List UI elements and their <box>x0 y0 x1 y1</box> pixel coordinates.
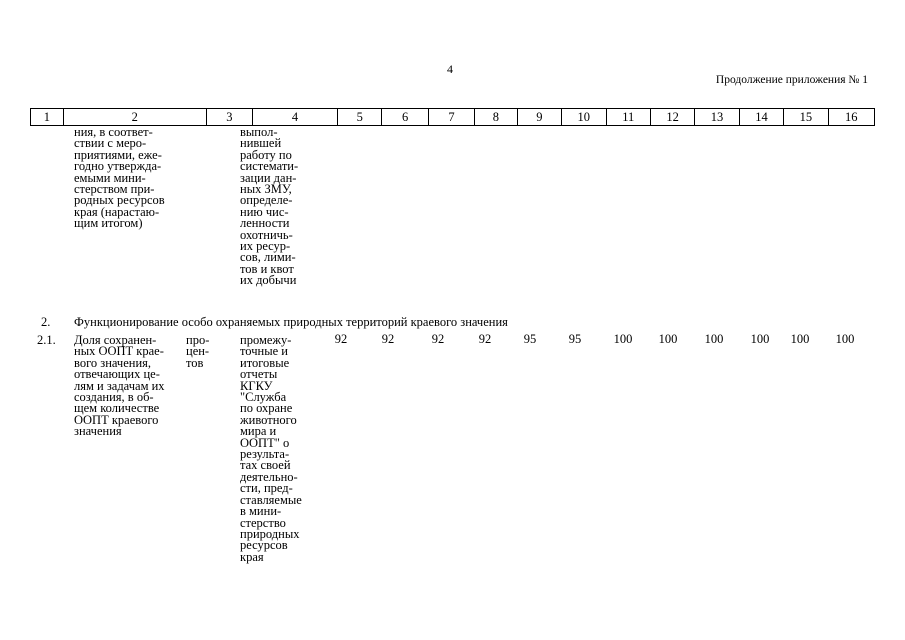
row21-value: 100 <box>658 332 678 346</box>
row21-value: 92 <box>381 332 395 346</box>
row21-value: 100 <box>835 332 855 346</box>
header-col-9: 9 <box>518 109 562 125</box>
row21-value: 95 <box>568 332 582 346</box>
section-2-number: 2. <box>41 315 51 329</box>
row21-data-source: промежу- точные и итоговые отчеты КГКУ "Служба по охране животного мира и ООПТ" о результа- тах своей деятельно- сти, пред- ставляемые в мини- стерство природных ресурсов края <box>240 333 302 564</box>
header-col-6: 6 <box>382 109 428 125</box>
page-number: 4 <box>447 62 453 76</box>
row21-value: 92 <box>334 332 348 346</box>
header-col-5: 5 <box>338 109 382 125</box>
header-col-16: 16 <box>845 110 858 124</box>
header-col-11: 11 <box>607 109 651 125</box>
header-col-2: 2 <box>64 109 207 125</box>
appendix-note: Продолжение приложения № 1 <box>715 74 868 86</box>
header-col-15: 15 <box>784 109 828 125</box>
header-col-4: 4 <box>253 109 338 125</box>
header-col-1: 1 <box>31 109 64 125</box>
row21-indicator-name: Доля сохранен- ных ООПТ крае- вого значения, отвечающих це- лям и задачам их создания, в об- щем количестве ООПТ краевого значения <box>74 333 165 439</box>
header-col-7: 7 <box>429 109 475 125</box>
row21-value: 100 <box>613 332 633 346</box>
header-col-12: 12 <box>651 109 695 125</box>
row21-value: 100 <box>704 332 724 346</box>
row1-data-source: выпол- нившей работу по системати- зации дан- ных ЗМУ, определе- нию чис- ленности охотничь- их ресур- сов, лими- тов и квот их добычи <box>240 125 299 288</box>
table-header-row <box>30 108 875 126</box>
header-col-10: 10 <box>562 109 606 125</box>
header-col-14: 14 <box>740 109 784 125</box>
row21-number: 2.1. <box>37 333 56 347</box>
row1-indicator-name: ния, в соответ- ствии с меро- приятиями, еже- годно утвержда- емыми мини- стерством при- родных ресурсов края (нарастаю- щим итогом) <box>74 125 165 231</box>
row21-value: 95 <box>523 332 537 346</box>
row21-value: 92 <box>478 332 492 346</box>
header-col-8: 8 <box>475 109 518 125</box>
row21-value: 92 <box>431 332 445 346</box>
section-2-title: Функционирование особо охраняемых природных территорий краевого значения <box>74 315 508 329</box>
row21-value: 100 <box>790 332 810 346</box>
row21-unit: про- цен- тов <box>186 333 210 370</box>
row21-value: 100 <box>750 332 770 346</box>
header-col-3: 3 <box>207 109 253 125</box>
header-col-13: 13 <box>695 109 739 125</box>
